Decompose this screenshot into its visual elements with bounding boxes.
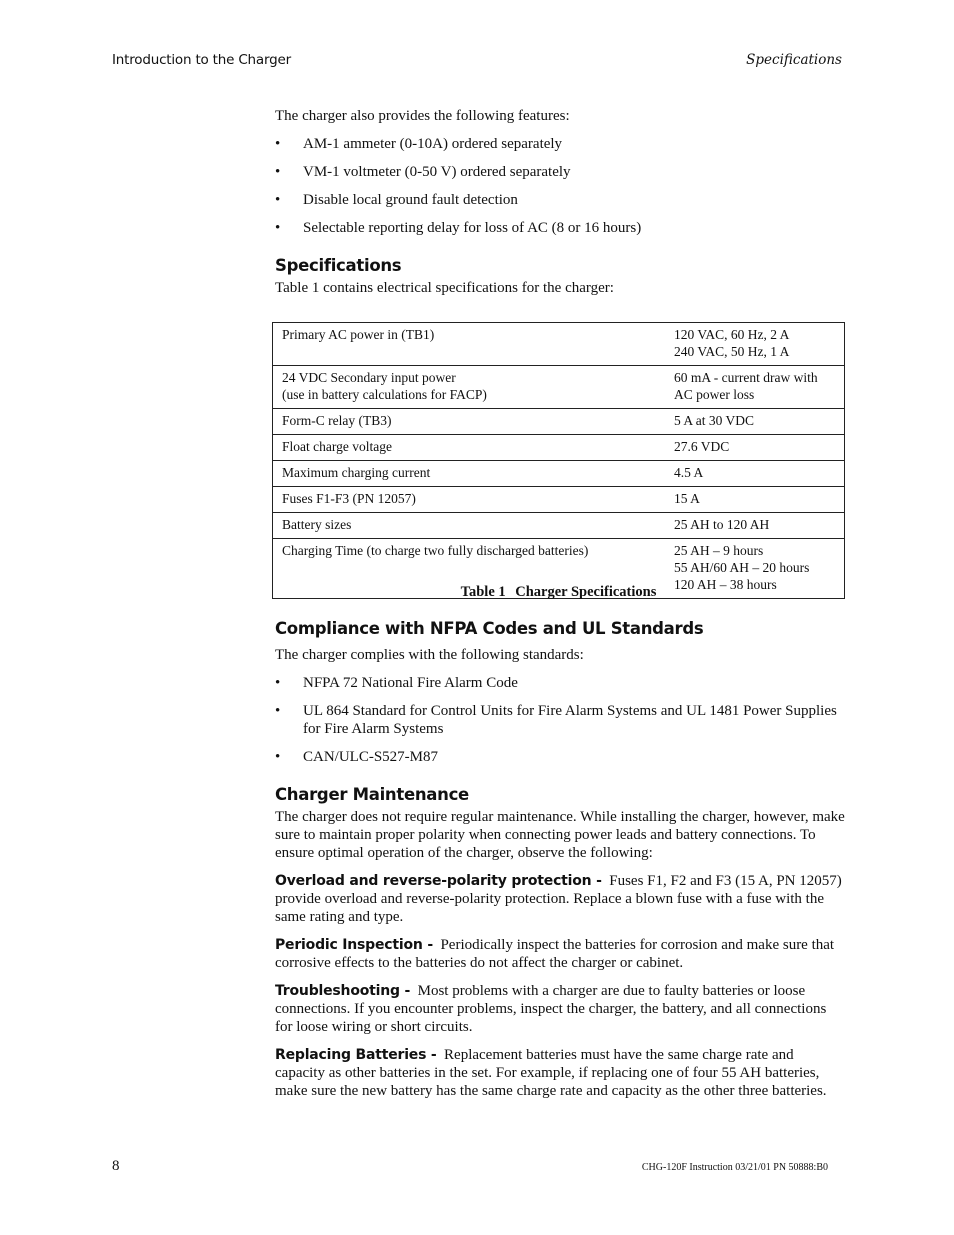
specifications-intro: Table 1 contains electrical specifications for the charger:: [275, 280, 614, 296]
list-item: • AM-1 ammeter (0-10A) ordered separately: [275, 135, 845, 153]
cell-line: 24 VDC Secondary input power: [282, 370, 456, 385]
table-row: [273, 461, 845, 487]
page-number: 8: [112, 1158, 120, 1174]
spec-label-cell: [273, 461, 666, 487]
cell-line: Form-C relay (TB3): [282, 413, 392, 428]
specifications-table: [272, 322, 845, 599]
section-heading-specifications: Specifications: [275, 256, 402, 275]
spec-value-cell: [665, 487, 845, 513]
cell-line: Battery sizes: [282, 517, 352, 532]
spec-label-cell: [273, 435, 666, 461]
upper-content: [275, 107, 845, 297]
cell-line: 55 AH/60 AH – 20 hours: [674, 560, 810, 575]
spec-label-cell: [273, 487, 666, 513]
cell-line: Maximum charging current: [282, 465, 431, 480]
spec-value-cell: [665, 323, 845, 366]
compliance-list: [275, 674, 845, 766]
features-intro: The charger also provides the following features:: [275, 108, 570, 124]
table-row: [273, 435, 845, 461]
spec-value-cell: [665, 435, 845, 461]
spec-value-cell: [665, 366, 845, 409]
cell-line: 25 AH – 9 hours: [674, 543, 764, 558]
spec-label-cell: [273, 323, 666, 366]
maintenance-item-text: Fuses F1, F2 and F3 (15 A, PN 12057) provide overload and reverse-polarity protection. Replace a blown fuse with a fuse with the same rating and type.: [275, 873, 842, 925]
list-item: • Selectable reporting delay for loss of AC (8 or 16 hours): [275, 219, 845, 237]
spec-value-cell: [665, 461, 845, 487]
list-item: • CAN/ULC-S527-M87: [275, 748, 845, 766]
table-caption-number: Table 1: [460, 584, 506, 600]
spec-label-cell: [273, 409, 666, 435]
section-heading-compliance: Compliance with NFPA Codes and UL Standards: [275, 619, 704, 638]
section-heading-maintenance: Charger Maintenance: [275, 785, 469, 804]
list-item: • UL 864 Standard for Control Units for Fire Alarm Systems and UL 1481 Power Supplies for Fire Alarm Systems: [275, 702, 845, 738]
cell-line: (use in battery calculations for FACP): [282, 387, 487, 402]
table-caption: [272, 584, 845, 601]
spec-value-cell: [665, 409, 845, 435]
cell-line: 4.5 A: [674, 465, 704, 480]
header-section-title: Specifications: [746, 52, 842, 68]
table-row: [273, 366, 845, 409]
table-row: [273, 409, 845, 435]
document-id: CHG-120F Instruction 03/21/01 PN 50888:B0: [641, 1162, 828, 1173]
cell-line: Charging Time (to charge two fully discharged batteries): [282, 543, 589, 558]
table-row: [273, 513, 845, 539]
cell-line: Primary AC power in (TB1): [282, 327, 435, 342]
running-header: [112, 52, 842, 72]
maintenance-item-lead: Replacing Batteries -: [275, 1047, 437, 1063]
maintenance-intro: The charger does not require regular maintenance. While installing the charger, however, make sure to maintain proper polarity when connecting power leads and battery connections. To ensure optimal operation of the charger, observe the following:: [275, 809, 845, 861]
spec-label-cell: [273, 366, 666, 409]
specifications-section: [275, 257, 845, 297]
cell-line: 240 VAC, 50 Hz, 1 A: [674, 344, 790, 359]
maintenance-item: [275, 982, 845, 1036]
cell-line: Float charge voltage: [282, 439, 392, 454]
maintenance-item-text: Most problems with a charger are due to faulty batteries or loose connections. If you encounter problems, inspect the charger, the battery, and all connections for loose wiring or short circuits.: [275, 983, 827, 1035]
cell-line: 15 A: [674, 491, 700, 506]
compliance-intro: The charger complies with the following standards:: [275, 647, 584, 663]
features-list: [275, 135, 845, 237]
cell-line: 5 A at 30 VDC: [674, 413, 755, 428]
spec-label-cell: [273, 513, 666, 539]
maintenance-item-text: Periodically inspect the batteries for corrosion and make sure that corrosive effects to the batteries do not affect the charger or cabinet.: [275, 937, 835, 971]
spec-value-cell: [665, 513, 845, 539]
table-caption-title: Charger Specifications: [515, 584, 657, 600]
list-item: • VM-1 voltmeter (0-50 V) ordered separately: [275, 163, 845, 181]
lower-content: [275, 620, 845, 1110]
cell-line: 60 mA - current draw with: [674, 370, 818, 385]
maintenance-item: [275, 936, 845, 972]
maintenance-item: [275, 1046, 845, 1100]
cell-line: 25 AH to 120 AH: [674, 517, 770, 532]
header-chapter-title: Introduction to the Charger: [112, 52, 291, 68]
cell-line: 120 AH – 38 hours: [674, 577, 777, 592]
maintenance-item-lead: Periodic Inspection -: [275, 937, 433, 953]
list-item: • Disable local ground fault detection: [275, 191, 845, 209]
table-row: [273, 487, 845, 513]
cell-line: Fuses F1-F3 (PN 12057): [282, 491, 416, 506]
maintenance-item-text: Replacement batteries must have the same charge rate and capacity as other batteries in the set. For example, if replacing one of four 55 AH batteries, make sure the new battery has the same charge rate and capacity as the other three batteries.: [275, 1047, 827, 1099]
cell-line: AC power loss: [674, 387, 755, 402]
maintenance-item: [275, 872, 845, 926]
list-item: • NFPA 72 National Fire Alarm Code: [275, 674, 845, 692]
maintenance-item-lead: Troubleshooting -: [275, 983, 411, 999]
cell-line: 27.6 VDC: [674, 439, 730, 454]
cell-line: 120 VAC, 60 Hz, 2 A: [674, 327, 790, 342]
maintenance-item-lead: Overload and reverse-polarity protection -: [275, 873, 602, 889]
table-row: [273, 323, 845, 366]
